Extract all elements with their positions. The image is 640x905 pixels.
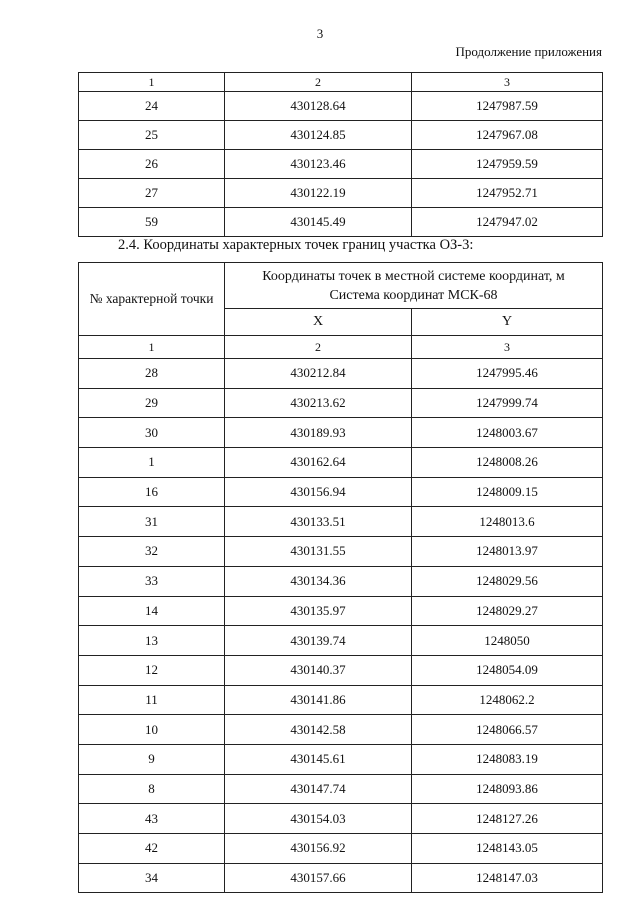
y-coordinate-cell: 1248008.26: [412, 448, 603, 478]
coordinates-header-line2: Система координат МСК-68: [329, 287, 498, 303]
point-number-cell: 43: [79, 804, 225, 834]
point-number-cell: 9: [79, 744, 225, 774]
x-coordinate-cell: 430140.37: [225, 655, 412, 685]
point-number-cell: 1: [79, 448, 225, 478]
x-coordinate-cell: 430123.46: [225, 150, 412, 179]
table-row: [79, 179, 603, 208]
point-number-cell: 11: [79, 685, 225, 715]
x-coordinate-cell: 430134.36: [225, 566, 412, 596]
table-row: [79, 863, 603, 893]
coordinates-header-line1: Координаты точек в местной системе координат, м: [262, 268, 565, 284]
y-coordinate-cell: 1248147.03: [412, 863, 603, 893]
point-number-cell: 29: [79, 388, 225, 418]
x-coordinate-cell: 430162.64: [225, 448, 412, 478]
y-coordinate-cell: 1248093.86: [412, 774, 603, 804]
y-coordinate-cell: 1248054.09: [412, 655, 603, 685]
column-number: 1: [79, 336, 225, 359]
x-coordinate-cell: 430156.92: [225, 834, 412, 864]
y-coordinate-cell: 1247947.02: [412, 208, 603, 237]
point-number-cell: 16: [79, 477, 225, 507]
table-row: [79, 388, 603, 418]
table-row: [79, 359, 603, 389]
y-header: Y: [412, 309, 603, 336]
point-number-cell: 13: [79, 626, 225, 656]
y-coordinate-cell: 1248083.19: [412, 744, 603, 774]
point-number-cell: 34: [79, 863, 225, 893]
y-coordinate-cell: 1247959.59: [412, 150, 603, 179]
y-coordinate-cell: 1248029.27: [412, 596, 603, 626]
x-coordinate-cell: 430145.49: [225, 208, 412, 237]
y-coordinate-cell: 1248013.6: [412, 507, 603, 537]
table-row: [79, 537, 603, 567]
x-coordinate-cell: 430128.64: [225, 92, 412, 121]
table-row: [79, 566, 603, 596]
table-row: [79, 477, 603, 507]
x-header: X: [225, 309, 412, 336]
page-number: 3: [316, 26, 324, 41]
table-row: [79, 92, 603, 121]
coordinates-table-oz3: [78, 262, 603, 893]
table-row: [79, 418, 603, 448]
y-coordinate-cell: 1247995.46: [412, 359, 603, 389]
table-row: [79, 150, 603, 179]
point-number-cell: 24: [79, 92, 225, 121]
x-coordinate-cell: 430124.85: [225, 121, 412, 150]
point-number-cell: 42: [79, 834, 225, 864]
column-number: 3: [412, 73, 603, 92]
table-row: [79, 655, 603, 685]
table-row: [79, 121, 603, 150]
y-coordinate-cell: 1248143.05: [412, 834, 603, 864]
x-coordinate-cell: 430212.84: [225, 359, 412, 389]
y-coordinate-cell: 1247967.08: [412, 121, 603, 150]
table-row: [79, 208, 603, 237]
y-coordinate-cell: 1248066.57: [412, 715, 603, 745]
table-row: [79, 448, 603, 478]
column-number: 1: [79, 73, 225, 92]
y-coordinate-cell: 1248003.67: [412, 418, 603, 448]
column-number-row: [79, 336, 603, 359]
y-coordinate-cell: 1248062.2: [412, 685, 603, 715]
y-coordinate-cell: 1247987.59: [412, 92, 603, 121]
table-row: [79, 596, 603, 626]
point-number-cell: 10: [79, 715, 225, 745]
point-number-cell: 32: [79, 537, 225, 567]
point-number-cell: 27: [79, 179, 225, 208]
x-coordinate-cell: 430156.94: [225, 477, 412, 507]
x-coordinate-cell: 430157.66: [225, 863, 412, 893]
y-coordinate-cell: 1248013.97: [412, 537, 603, 567]
point-number-cell: 28: [79, 359, 225, 389]
x-coordinate-cell: 430135.97: [225, 596, 412, 626]
table-row: [79, 685, 603, 715]
x-coordinate-cell: 430147.74: [225, 774, 412, 804]
x-coordinate-cell: 430141.86: [225, 685, 412, 715]
point-number-header: № характерной точки: [79, 263, 225, 336]
point-number-cell: 33: [79, 566, 225, 596]
x-coordinate-cell: 430154.03: [225, 804, 412, 834]
x-coordinate-cell: 430139.74: [225, 626, 412, 656]
y-coordinate-cell: 1248009.15: [412, 477, 603, 507]
x-coordinate-cell: 430133.51: [225, 507, 412, 537]
x-coordinate-cell: 430131.55: [225, 537, 412, 567]
y-coordinate-cell: 1247999.74: [412, 388, 603, 418]
y-coordinate-cell: 1248050: [412, 626, 603, 656]
x-coordinate-cell: 430122.19: [225, 179, 412, 208]
x-coordinate-cell: 430145.61: [225, 744, 412, 774]
column-number-row: [79, 73, 603, 92]
column-number: 3: [412, 336, 603, 359]
x-coordinate-cell: 430213.62: [225, 388, 412, 418]
coordinates-table-continued: [78, 72, 603, 237]
x-coordinate-cell: 430189.93: [225, 418, 412, 448]
point-number-cell: 14: [79, 596, 225, 626]
column-number: 2: [225, 336, 412, 359]
table-row: [79, 626, 603, 656]
continuation-label: Продолжение приложения: [455, 44, 602, 59]
point-number-cell: 8: [79, 774, 225, 804]
point-number-cell: 12: [79, 655, 225, 685]
point-number-cell: 59: [79, 208, 225, 237]
coordinates-group-header: [225, 263, 603, 309]
column-number: 2: [225, 73, 412, 92]
table-row: [79, 715, 603, 745]
point-number-cell: 25: [79, 121, 225, 150]
table-row: [79, 834, 603, 864]
table-row: [79, 774, 603, 804]
point-number-cell: 26: [79, 150, 225, 179]
table-row: [79, 507, 603, 537]
table-row: [79, 804, 603, 834]
table-row: [79, 744, 603, 774]
point-number-cell: 30: [79, 418, 225, 448]
section-title: 2.4. Координаты характерных точек границ участка ОЗ-3:: [118, 237, 474, 253]
x-coordinate-cell: 430142.58: [225, 715, 412, 745]
point-number-cell: 31: [79, 507, 225, 537]
y-coordinate-cell: 1247952.71: [412, 179, 603, 208]
y-coordinate-cell: 1248127.26: [412, 804, 603, 834]
y-coordinate-cell: 1248029.56: [412, 566, 603, 596]
